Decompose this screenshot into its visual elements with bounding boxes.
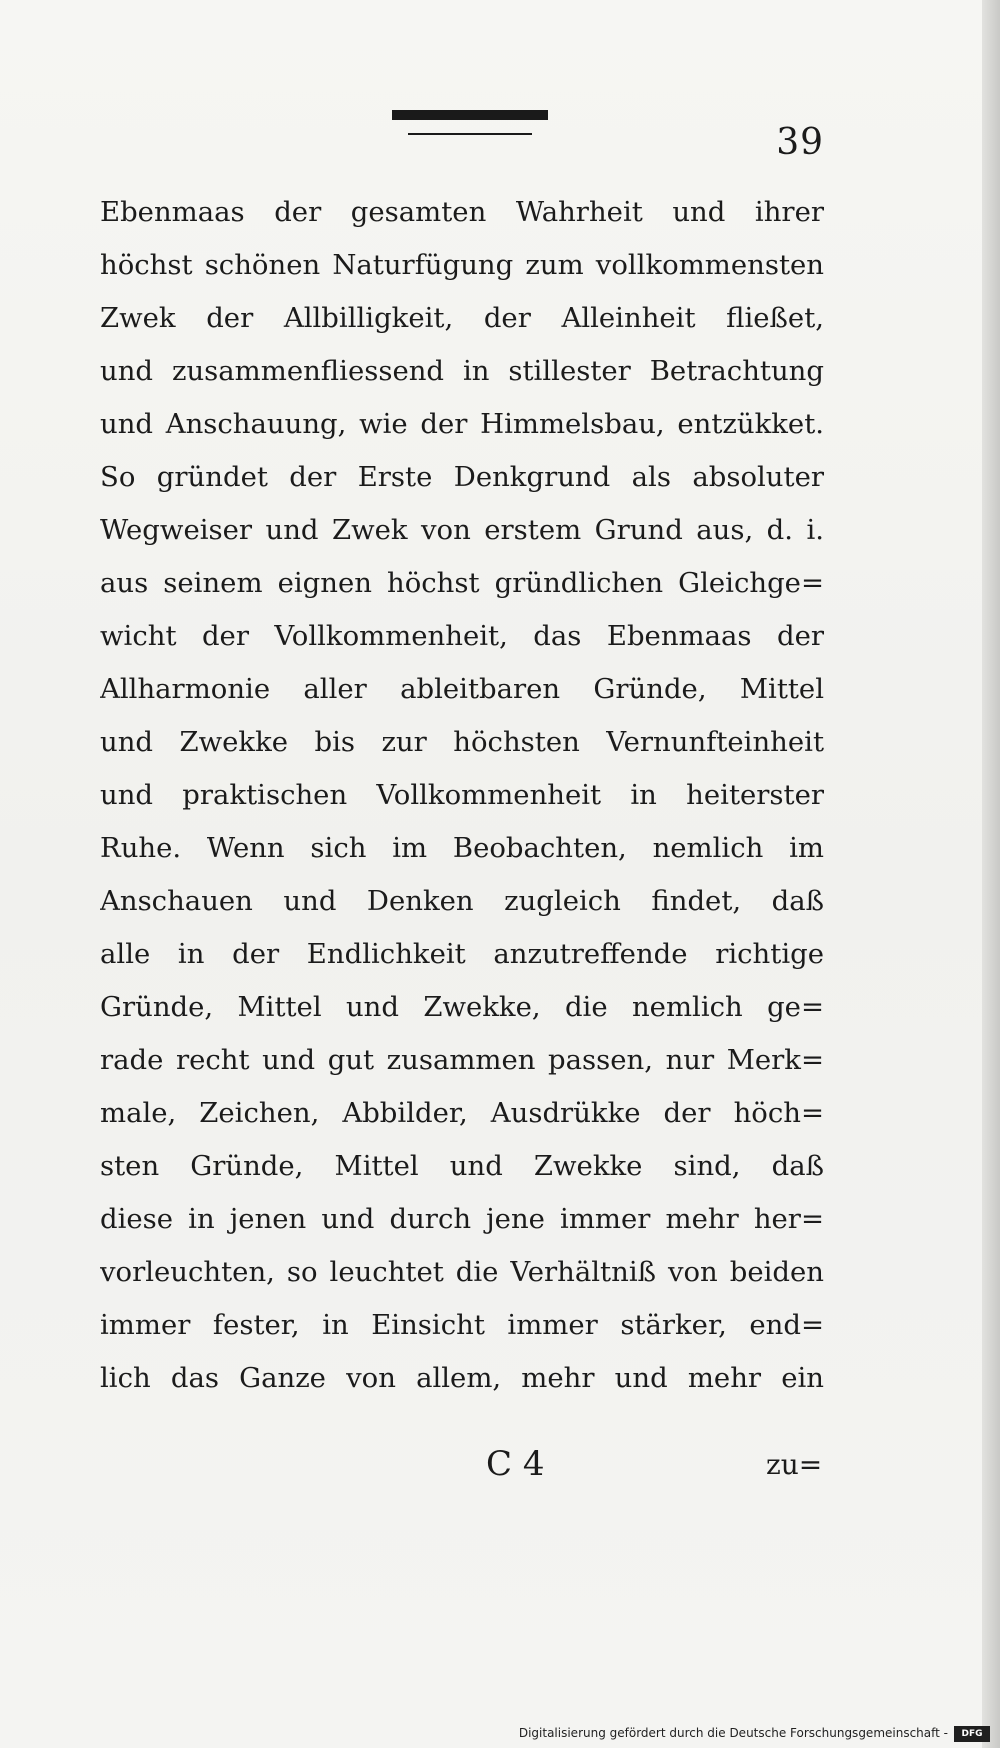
catchword: zu= (766, 1448, 823, 1481)
text-line: und zusammenfliessend in stillester Betrachtung (100, 355, 824, 387)
text-line: Gründe, Mittel und Zwekke, die nemlich ge= (100, 991, 824, 1023)
text-line: Wegweiser und Zwek von erstem Grund aus, d. i. (100, 514, 824, 546)
dfg-logo: DFG (954, 1726, 990, 1742)
text-line: male, Zeichen, Abbilder, Ausdrükke der höch= (100, 1097, 824, 1129)
text-line: Ebenmaas der gesamten Wahrheit und ihrer (100, 196, 824, 228)
text-line: Allharmonie aller ableitbaren Gründe, Mittel (100, 673, 824, 705)
text-line: Anschauen und Denken zugleich findet, daß (100, 885, 824, 917)
text-line: diese in jenen und durch jene immer mehr her= (100, 1203, 824, 1235)
text-line: So gründet der Erste Denkgrund als absoluter (100, 461, 824, 493)
signature-mark: C 4 (486, 1444, 545, 1484)
text-line: vorleuchten, so leuchtet die Verhältniß von beiden (100, 1256, 824, 1288)
text-line: und Zwekke bis zur höchsten Vernunfteinheit (100, 726, 824, 758)
text-line: sten Gründe, Mittel und Zwekke sind, daß (100, 1150, 824, 1182)
header-rule (392, 110, 548, 120)
text-line: aus seinem eignen höchst gründlichen Gleichge= (100, 567, 824, 599)
text-line: alle in der Endlichkeit anzutreffende richtige (100, 938, 824, 970)
text-line: wicht der Vollkommenheit, das Ebenmaas der (100, 620, 824, 652)
text-line: rade recht und gut zusammen passen, nur Merk= (100, 1044, 824, 1076)
body-text (100, 186, 824, 1405)
text-line: und Anschauung, wie der Himmelsbau, entzükket. (100, 408, 824, 440)
text-line: und praktischen Vollkommenheit in heiterster (100, 779, 824, 811)
digitization-credit: Digitalisierung gefördert durch die Deutsche Forschungsgemeinschaft - (518, 1726, 948, 1740)
text-line: immer fester, in Einsicht immer stärker, end= (100, 1309, 824, 1341)
text-line: lich das Ganze von allem, mehr und mehr ein (100, 1362, 824, 1394)
text-line: Ruhe. Wenn sich im Beobachten, nemlich im (100, 832, 824, 864)
text-line: Zwek der Allbilligkeit, der Alleinheit fließet, (100, 302, 824, 334)
header-rule-thin (408, 133, 532, 135)
page-number: 39 (776, 122, 824, 163)
scan-edge (982, 0, 1000, 1748)
text-line: höchst schönen Naturfügung zum vollkommensten (100, 249, 824, 281)
